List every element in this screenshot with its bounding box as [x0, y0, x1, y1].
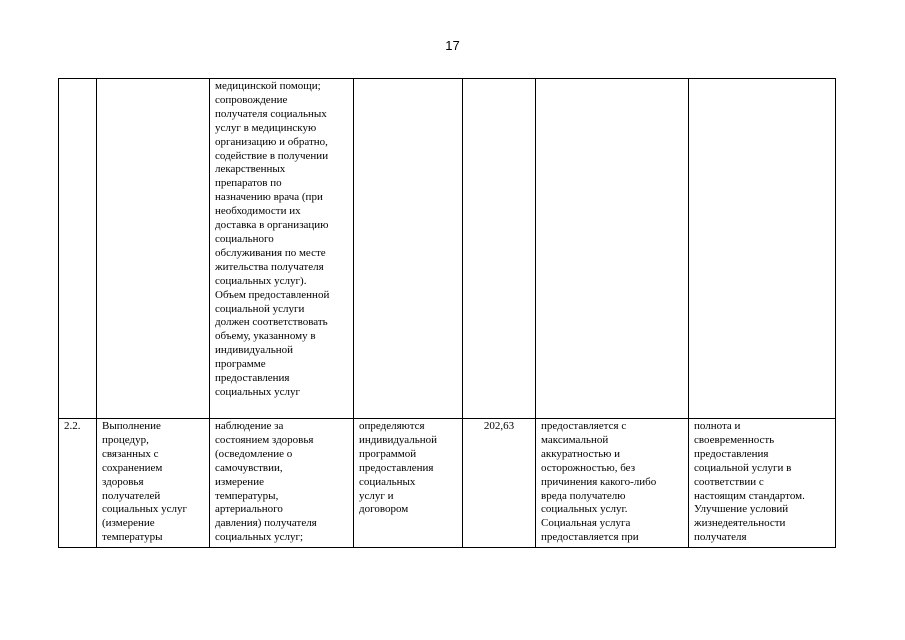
- cell-text-line: жительства получателя: [215, 260, 324, 273]
- cell-text-line: социальных услуг).: [215, 274, 307, 287]
- cell-quality-indicators: [689, 419, 836, 548]
- cell-volume: [354, 419, 463, 548]
- cell-text-line: обслуживания по месте: [215, 246, 326, 259]
- cell-text-line: давления) получателя: [215, 517, 317, 530]
- cell-number: [59, 79, 97, 419]
- cell-text-line: социальных услуг.: [541, 503, 628, 516]
- standards-table: [58, 78, 836, 548]
- cell-text-line: (измерение: [102, 517, 155, 530]
- cell-text-line: организацию и обратно,: [215, 135, 328, 148]
- cell-text-line: препаратов по: [215, 177, 282, 190]
- cell-text-line: должен соответствовать: [215, 316, 328, 329]
- cell-text-line: услуг и: [359, 489, 394, 502]
- cell-text-line: причинения какого-либо: [541, 475, 657, 488]
- cell-text-line: Улучшение условий: [694, 503, 789, 516]
- cell-text-line: предоставляется с: [541, 420, 627, 432]
- cell-conditions: [536, 419, 689, 548]
- cell-text-line: сохранением: [102, 461, 163, 474]
- cell-text-line: объему, указанному в: [215, 330, 316, 343]
- cell-text-line: связанных с: [102, 447, 159, 460]
- cell-quality-indicators: [689, 79, 836, 419]
- cell-text-line: артериального: [215, 503, 283, 516]
- table-row: [59, 79, 836, 419]
- cell-tariff: [463, 79, 536, 419]
- cell-text-line: программе: [215, 358, 266, 371]
- cell-text-line: медицинской помощи;: [215, 80, 321, 92]
- cell-text-line: социальных услуг: [215, 385, 301, 398]
- cell-text-line: получателя социальных: [215, 107, 327, 120]
- cell-text-line: состоянием здоровья: [215, 433, 314, 446]
- cell-text-line: температуры,: [215, 489, 279, 502]
- cell-text-line: социальной услуги в: [694, 461, 792, 474]
- cell-tariff: [463, 419, 536, 548]
- cell-text-line: получателя: [694, 531, 747, 544]
- cell-text-line: индивидуальной: [215, 344, 294, 357]
- cell-text-line: предоставления: [694, 447, 769, 460]
- cell-number: [59, 419, 97, 548]
- cell-text-line: Социальная услуга: [541, 517, 631, 530]
- cell-text-line: предоставления: [359, 461, 434, 474]
- cell-text-line: назначению врача (при: [215, 191, 323, 204]
- cell-service-name: [97, 79, 210, 419]
- table-row: [59, 419, 836, 548]
- cell-text-line: социальных: [359, 475, 416, 488]
- cell-text-line: лекарственных: [215, 163, 286, 176]
- cell-service-description: [210, 419, 354, 548]
- cell-text-line: услуг в медицинскую: [215, 121, 317, 134]
- cell-text-line: договором: [359, 503, 409, 516]
- cell-text-line: настоящим стандартом.: [694, 489, 805, 502]
- cell-text-line: Выполнение: [102, 420, 161, 432]
- cell-text-line: социальных услуг: [102, 503, 188, 516]
- cell-text-line: (осведомление о: [215, 447, 293, 460]
- cell-text-line: получателей: [102, 489, 161, 502]
- cell-text-line: необходимости их: [215, 205, 301, 218]
- cell-text-line: социальных услуг;: [215, 531, 304, 544]
- cell-text-line: аккуратностью и: [541, 447, 621, 460]
- cell-text-line: социальной услуги: [215, 302, 305, 315]
- cell-text-line: Объем предоставленной: [215, 288, 330, 301]
- cell-text-line: самочувствии,: [215, 461, 283, 474]
- cell-text-line: 202,63: [483, 420, 515, 432]
- cell-text-line: осторожностью, без: [541, 461, 636, 474]
- cell-text-line: максимальной: [541, 433, 609, 446]
- cell-volume: [354, 79, 463, 419]
- cell-text-line: предоставляется при: [541, 531, 639, 544]
- cell-service-name: [97, 419, 210, 548]
- cell-text-line: температуры: [102, 531, 163, 544]
- cell-text-line: процедур,: [102, 433, 149, 446]
- cell-text-line: измерение: [215, 475, 264, 488]
- page-number: 17: [445, 38, 460, 53]
- cell-text-line: содействие в получении: [215, 149, 329, 162]
- cell-text-line: жизнедеятельности: [694, 517, 786, 530]
- cell-text-line: доставка в организацию: [215, 219, 329, 232]
- cell-text-line: социального: [215, 232, 274, 245]
- cell-text-line: индивидуальной: [359, 433, 438, 446]
- cell-text-line: 2.2.: [64, 420, 81, 432]
- cell-text-line: программой: [359, 447, 417, 460]
- cell-service-description: [210, 79, 354, 419]
- cell-text-line: наблюдение за: [215, 420, 284, 432]
- cell-text-line: полнота и: [694, 420, 741, 432]
- cell-text-line: предоставления: [215, 372, 290, 385]
- cell-text-line: определяются: [359, 420, 425, 432]
- cell-text-line: своевременность: [694, 433, 775, 446]
- cell-text-line: вреда получателю: [541, 489, 626, 502]
- cell-text-line: здоровья: [102, 475, 144, 488]
- cell-conditions: [536, 79, 689, 419]
- cell-text-line: соответствии с: [694, 475, 764, 488]
- cell-text-line: сопровождение: [215, 93, 288, 106]
